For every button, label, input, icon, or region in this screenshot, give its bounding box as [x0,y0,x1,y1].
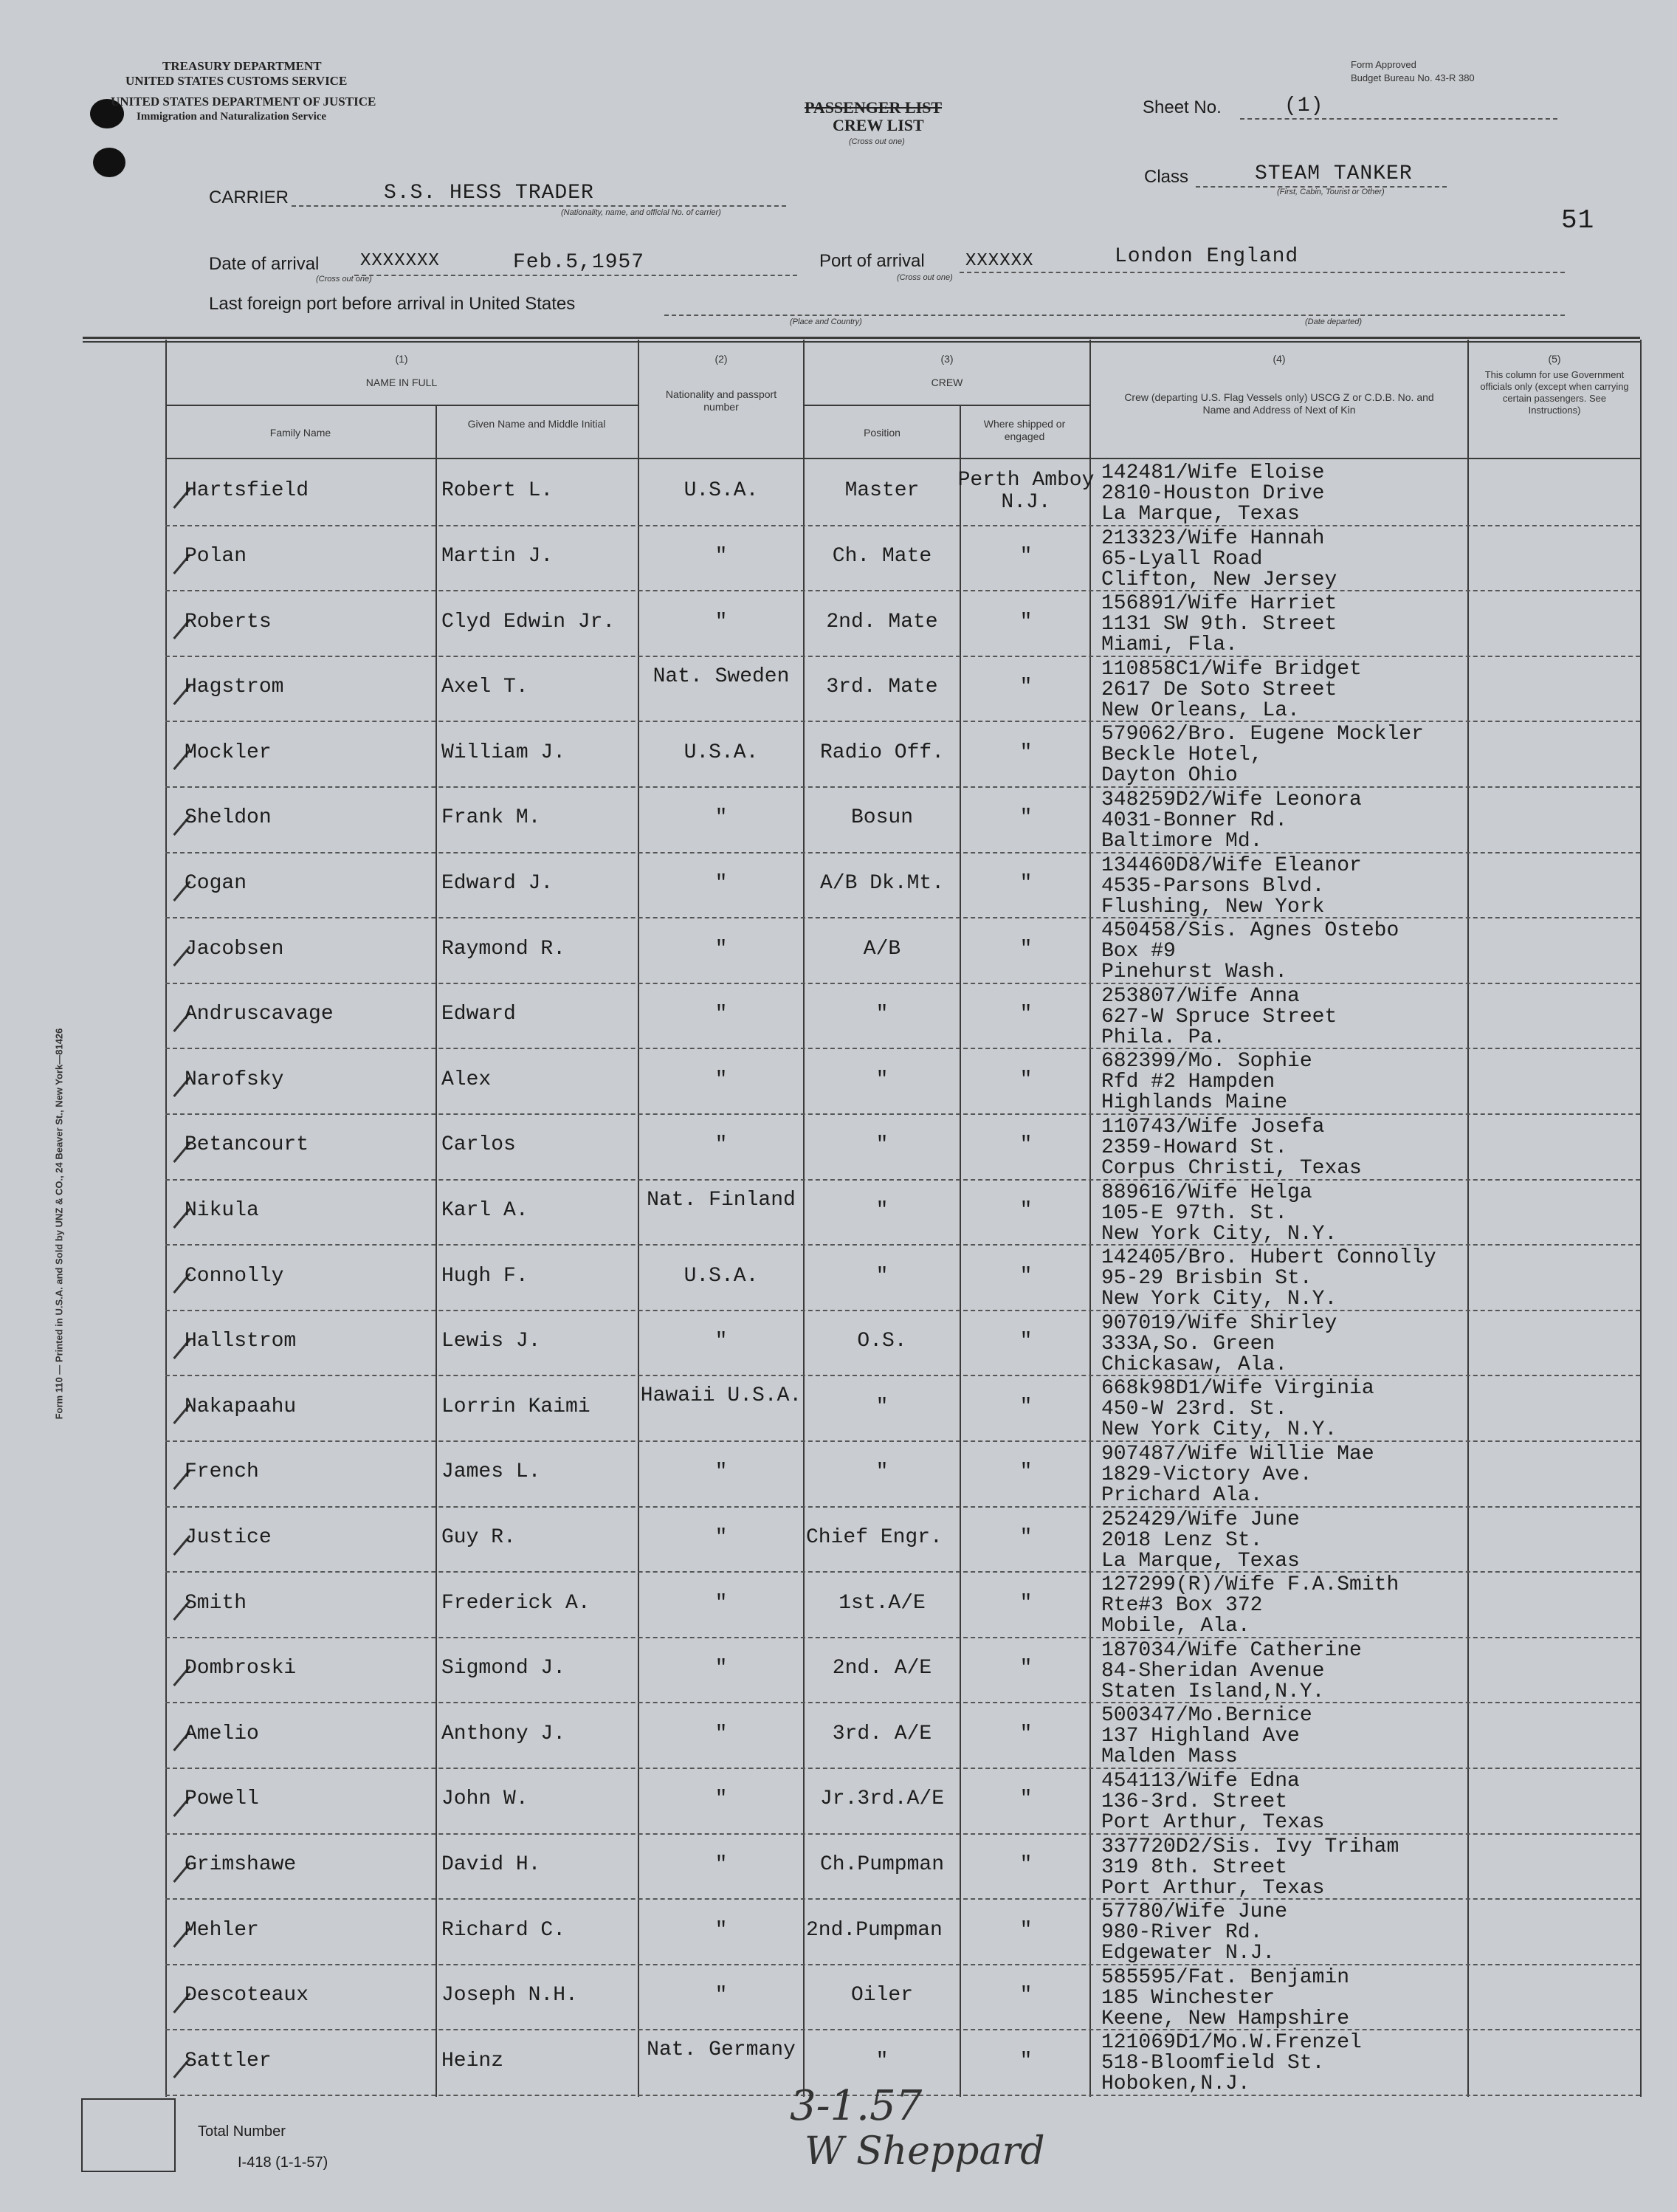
position: O.S. [857,1330,907,1353]
position: 2nd.Pumpman [806,1918,943,1942]
row-separator [165,1375,1640,1376]
kin-line: 137 Highland Ave [1101,1725,1300,1748]
kin-line: Pinehurst Wash. [1101,961,1288,984]
family-name: Grimshawe [185,1852,297,1876]
family-name: Connolly [185,1264,284,1288]
carrier-note: (Nationality, name, and official No. of carrier) [561,208,721,217]
family-name: Roberts [185,610,272,633]
form-number: I-418 (1-1-57) [238,2154,328,2171]
kin-line: 105-E 97th. St. [1101,1201,1288,1225]
agency-line-3: UNITED STATES DEPARTMENT OF JUSTICE [111,95,376,109]
kin-line: 142481/Wife Eloise [1101,461,1325,484]
family-name: Nakapaahu [185,1395,297,1418]
shipped-at: Perth Amboy N.J. [957,469,1095,514]
date-departed-note: (Date departed) [1305,317,1363,326]
col3-number: (3) [940,353,954,365]
row-separator [165,2029,1640,2030]
shipped-at: " [1019,2049,1033,2072]
shipped-header: Where shipped or engaged [983,418,1066,442]
given-name: Joseph N.H. [441,1984,578,2007]
family-name: Betancourt [185,1133,309,1157]
kin-line: La Marque, Texas [1101,1549,1300,1573]
col1-title: NAME IN FULL [365,377,438,388]
kin-line: 110743/Wife Josefa [1101,1116,1325,1138]
shipped-at: " [1019,871,1033,895]
carrier-value: S.S. HESS TRADER [384,182,594,205]
kin-line: Hoboken,N.J. [1101,2072,1250,2096]
place-note: (Place and Country) [790,317,862,326]
date-of-arrival-label: Date of arrival [209,254,320,274]
last-port-underline [664,315,1565,316]
col2-number: (2) [714,353,728,365]
kin-line: 1829-Victory Ave. [1101,1463,1312,1486]
row-separator [165,1179,1640,1181]
shipped-at: " [1019,1722,1033,1745]
kin-line: 682399/Mo. Sophie [1101,1050,1312,1074]
agency-line-4: Immigration and Naturalization Service [137,111,327,123]
kin-line: Clifton, New Jersey [1101,568,1337,591]
family-name: Amelio [185,1722,259,1745]
kin-line: 454113/Wife Edna [1101,1770,1300,1793]
kin-line: 337720D2/Sis. Ivy Triham [1101,1835,1399,1858]
port-underline [960,272,1565,273]
position: A/B [863,937,901,961]
kin-line: Rfd #2 Hampden [1101,1071,1275,1094]
row-separator [165,1048,1640,1049]
kin-line: 121069D1/Mo.W.Frenzel [1101,2031,1362,2055]
kin-line: 1131 SW 9th. Street [1101,613,1337,636]
nationality: " [714,1657,728,1680]
kin-line: New York City, N.Y. [1101,1288,1337,1311]
family-name: Mockler [185,741,272,764]
row-separator [165,1637,1640,1638]
crew-list-title: CREW LIST [833,116,924,134]
family-name: Smith [185,1591,247,1615]
family-name: Hartsfield [185,479,309,503]
family-name: Justice [185,1525,272,1549]
shipped-at: " [1019,1133,1033,1157]
nationality: " [714,1918,728,1942]
family-name: Nikula [185,1198,259,1222]
row-separator [165,1964,1640,1965]
kin-line: Chickasaw, Ala. [1101,1353,1288,1376]
kin-line: Mobile, Ala. [1101,1615,1250,1638]
shipped-at: " [1019,1395,1033,1418]
family-name: Hagstrom [185,676,284,699]
nationality: U.S.A. [683,1264,759,1288]
col-rule-pos-shipped [960,405,961,2097]
position: " [875,1133,889,1157]
nationality: " [714,1003,728,1026]
given-name: Lewis J. [441,1330,541,1353]
position: " [875,2049,889,2072]
row-separator [165,590,1640,591]
date-underline [354,275,797,276]
given-name: Hugh F. [441,1264,528,1288]
kin-line: Corpus Christi, Texas [1101,1157,1362,1180]
nationality: " [714,1133,728,1157]
passenger-list-title-struck: PASSENGER LIST [805,98,943,117]
row-separator [165,1310,1640,1311]
kin-line: Edgewater N.J. [1101,1942,1275,1965]
kin-line: 136-3rd. Street [1101,1790,1288,1813]
position: " [875,1460,889,1484]
family-name: Dombroski [185,1657,297,1680]
kin-line: Rte#3 Box 372 [1101,1594,1263,1618]
shipped-at: " [1019,610,1033,633]
kin-line: 187034/Wife Catherine [1101,1638,1362,1662]
family-name: Cogan [185,871,247,895]
given-name: Lorrin Kaimi [441,1395,590,1418]
nationality: U.S.A. [683,479,759,503]
family-name: Sattler [185,2049,272,2072]
kin-line: Dayton Ohio [1101,764,1238,788]
ink-blot-lower [93,148,125,177]
nationality: U.S.A. [683,741,759,764]
given-name: John W. [441,1787,528,1811]
carrier-underline [292,205,786,207]
shipped-at: " [1019,1460,1033,1484]
row-separator [165,917,1640,918]
table-top-rule-2 [83,341,1640,343]
carrier-label: CARRIER [209,188,289,207]
given-name: Axel T. [441,676,528,699]
kin-line: 95-29 Brisbin St. [1101,1267,1312,1291]
position: Master [844,479,920,503]
kin-line: 889616/Wife Helga [1101,1181,1312,1204]
family-name: Hallstrom [185,1330,297,1353]
given-name: William J. [441,741,566,764]
shipped-at: " [1019,1984,1033,2007]
side-imprint: Form 110 — Printed in U.S.A. and Sold by UNZ & CO., 24 Beaver St., New York—81426 [53,1028,65,1420]
row-separator [165,1506,1640,1508]
nationality: " [714,1460,728,1484]
kin-line: 134460D8/Wife Eleanor [1101,853,1362,877]
position: 2nd. A/E [832,1657,932,1680]
col5-title: This column for use Government officials only (except when carrying certain passengers. See Instructions) [1480,369,1629,416]
kin-line: 252429/Wife June [1101,1508,1300,1531]
position: Bosun [850,806,913,830]
shipped-at: " [1019,1787,1033,1811]
class-note: (First, Cabin, Tourist or Other) [1277,188,1385,196]
col2-title: Nationality and passport number [665,388,777,413]
shipped-at: " [1019,1068,1033,1091]
position: Jr.3rd.A/E [819,1787,945,1811]
kin-line: Baltimore Md. [1101,830,1263,853]
shipped-at: " [1019,1525,1033,1549]
kin-line: Box #9 [1101,940,1176,964]
subheader-rule-crew [803,405,1089,406]
kin-line: New Orleans, La. [1101,698,1300,722]
kin-line: 579062/Bro. Eugene Mockler [1101,723,1424,746]
family-name: French [185,1460,259,1484]
kin-line: 84-Sheridan Avenue [1101,1659,1325,1683]
nationality: Hawaii U.S.A. [640,1384,802,1408]
given-name: Guy R. [441,1525,516,1549]
kin-line: 500347/Mo.Bernice [1101,1704,1312,1728]
given-name: Karl A. [441,1198,528,1222]
last-port-label: Last foreign port before arrival in United States [209,294,576,314]
kin-line: Port Arthur, Texas [1101,1876,1325,1900]
given-name: Carlos [441,1133,516,1157]
family-name: Andruscavage [185,1003,334,1026]
row-separator [165,1702,1640,1703]
kin-line: 333A,So. Green [1101,1332,1275,1356]
kin-line: 2617 De Soto Street [1101,678,1337,701]
col4-title: Crew (departing U.S. Flag Vessels only) USCG Z or C.D.B. No. and Name and Address of Next of Kin [1124,391,1434,416]
shipped-at: " [1019,1591,1033,1615]
given-name: Raymond R. [441,937,566,961]
date-note: (Cross out one) [316,275,372,284]
shipped-at: " [1019,676,1033,699]
position: 1st.A/E [838,1591,926,1615]
kin-line: 907487/Wife Willie Mae [1101,1443,1374,1466]
family-name: Sheldon [185,806,272,830]
kin-line: 4031-Bonner Rd. [1101,809,1288,832]
kin-line: 4535-Parsons Blvd. [1101,874,1325,898]
kin-line: 253807/Wife Anna [1101,984,1300,1008]
position: Radio Off. [819,741,945,764]
nationality: " [714,1591,728,1615]
shipped-at: " [1019,1264,1033,1288]
kin-line: 65-Lyall Road [1101,547,1263,571]
nationality: " [714,1852,728,1876]
given-name: Martin J. [441,544,554,568]
kin-line: 156891/Wife Harriet [1101,592,1337,616]
row-separator [165,525,1640,526]
row-separator [165,786,1640,788]
given-name: Sigmond J. [441,1657,566,1680]
kin-line: Flushing, New York [1101,895,1325,918]
col1-number: (1) [395,353,408,365]
given-name: James L. [441,1460,541,1484]
nationality: " [714,871,728,895]
kin-line: 518-Bloomfield St. [1101,2052,1325,2075]
shipped-at: " [1019,741,1033,764]
position: " [875,1264,889,1288]
given-name: Clyd Edwin Jr. [441,610,616,633]
nationality: Nat. Germany [647,2038,796,2062]
position: Ch.Pumpman [819,1852,945,1876]
kin-line: 348259D2/Wife Leonora [1101,789,1362,811]
given-name: David H. [441,1852,541,1876]
kin-line: New York City, N.Y. [1101,1418,1337,1442]
kin-line: New York City, N.Y. [1101,1222,1337,1246]
signature: W Sheppard [805,2129,1045,2174]
shipped-at: " [1019,937,1033,961]
family-name-header: Family Name [269,427,331,439]
row-separator [165,1768,1640,1769]
kin-line: Highlands Maine [1101,1091,1288,1115]
kin-line: 319 8th. Street [1101,1855,1288,1879]
kin-line: Phila. Pa. [1101,1026,1226,1049]
nationality: " [714,1068,728,1091]
list-title-note: (Cross out one) [849,137,905,146]
nationality: " [714,1787,728,1811]
class-label: Class [1144,167,1189,187]
nationality: Nat. Sweden [652,664,790,688]
shipped-at: " [1019,1852,1033,1876]
kin-line: 57780/Wife June [1101,1900,1288,1924]
row-separator [165,852,1640,853]
kin-line: 213323/Wife Hannah [1101,526,1325,550]
family-name: Powell [185,1787,259,1811]
row-separator [165,983,1640,984]
col-rule-family-given [435,405,437,2097]
kin-line: 2359-Howard St. [1101,1136,1288,1159]
port-struck: XXXXXX [965,251,1034,271]
agency-line-2: UNITED STATES CUSTOMS SERVICE [125,74,348,88]
row-separator [165,1113,1640,1115]
col3-title: CREW [931,377,963,388]
shipped-at: " [1019,1918,1033,1942]
position: Chief Engr. [806,1525,943,1549]
given-name: Edward [441,1003,516,1026]
family-name: Mehler [185,1918,259,1942]
given-name: Frederick A. [441,1591,590,1615]
kin-line: 127299(R)/Wife F.A.Smith [1101,1573,1399,1597]
sheet-underline [1240,118,1557,120]
kin-line: 980-River Rd. [1101,1921,1263,1945]
family-name: Jacobsen [185,937,284,961]
kin-line: Malden Mass [1101,1745,1238,1769]
sheet-label: Sheet No. [1143,97,1222,117]
kin-line: Miami, Fla. [1101,633,1238,657]
form-approved: Form Approved [1351,59,1416,70]
subheader-rule-name [165,405,638,406]
kin-line: 627-W Spruce Street [1101,1005,1337,1028]
kin-line: Port Arthur, Texas [1101,1811,1325,1834]
shipped-at: " [1019,806,1033,830]
position: " [875,1198,889,1222]
port-note: (Cross out one) [897,273,953,282]
col-rule-right [1640,340,1642,2097]
nationality: " [714,1984,728,2007]
kin-line: 585595/Fat. Benjamin [1101,1965,1350,1989]
position: Oiler [850,1984,913,2007]
row-separator [165,1440,1640,1442]
date-struck: XXXXXXX [360,251,440,271]
kin-line: Beckle Hotel, [1101,743,1263,767]
col5-number: (5) [1548,353,1561,365]
nationality: " [714,1330,728,1353]
shipped-at: " [1019,1198,1033,1222]
position: 2nd. Mate [826,610,938,633]
kin-line: 907019/Wife Shirley [1101,1311,1337,1335]
page-number: 51 [1561,205,1595,236]
position: Ch. Mate [832,544,932,568]
kin-line: 668k98D1/Wife Virginia [1101,1377,1374,1401]
row-separator [165,1571,1640,1573]
given-name: Anthony J. [441,1722,566,1745]
kin-line: 2810-Houston Drive [1101,482,1325,505]
sheet-number: (1) [1284,95,1324,117]
port-value: London England [1115,245,1299,268]
kin-line: 450-W 23rd. St. [1101,1398,1288,1421]
table-top-rule [83,337,1640,339]
position: 3rd. Mate [826,676,938,699]
row-separator [165,1244,1640,1246]
total-number-box [81,2098,176,2172]
class-value: STEAM TANKER [1255,162,1413,185]
kin-line: Staten Island,N.Y. [1101,1680,1325,1703]
kin-line: 185 Winchester [1101,1986,1275,2010]
header-bottom-rule [165,458,1640,459]
row-separator [165,656,1640,657]
port-of-arrival-label: Port of arrival [819,251,925,271]
nationality: " [714,1525,728,1549]
shipped-at: " [1019,1330,1033,1353]
given-name: Edward J. [441,871,554,895]
given-name: Alex [441,1068,492,1091]
kin-line: Keene, New Hampshire [1101,2007,1350,2030]
shipped-at: " [1019,1003,1033,1026]
nationality: " [714,806,728,830]
row-separator [165,1898,1640,1900]
kin-line: 110858C1/Wife Bridget [1101,657,1362,681]
kin-line: 450458/Sis. Agnes Ostebo [1101,919,1399,943]
nationality: " [714,610,728,633]
position: A/B Dk.Mt. [819,871,945,895]
kin-line: La Marque, Texas [1101,503,1300,526]
row-separator [165,721,1640,722]
nationality: " [714,1722,728,1745]
shipped-at: " [1019,1657,1033,1680]
row-separator [165,1833,1640,1835]
given-name: Frank M. [441,806,541,830]
given-name: Richard C. [441,1918,566,1942]
handwritten-date: 3-1.57 [790,2082,923,2130]
family-name: Descoteaux [185,1984,309,2007]
col4-number: (4) [1273,353,1286,365]
position-header: Position [864,427,901,439]
shipped-at: " [1019,544,1033,568]
position: " [875,1395,889,1418]
date-value: Feb.5,1957 [513,251,645,274]
kin-line: Prichard Ala. [1101,1484,1263,1507]
position: " [875,1068,889,1091]
position: " [875,1003,889,1026]
family-name: Narofsky [185,1068,284,1091]
agency-line-1: TREASURY DEPARTMENT [162,59,322,73]
total-number-label: Total Number [198,2123,286,2140]
nationality: " [714,937,728,961]
family-name: Polan [185,544,247,568]
nationality: Nat. Finland [647,1188,796,1212]
given-name: Heinz [441,2049,504,2072]
kin-line: 142405/Bro. Hubert Connolly [1101,1246,1436,1270]
nationality: " [714,544,728,568]
given-name: Robert L. [441,479,554,503]
position: 3rd. A/E [832,1722,932,1745]
budget-bureau: Budget Bureau No. 43-R 380 [1351,72,1475,83]
given-name-header: Given Name and Middle Initial [467,418,606,430]
kin-line: 2018 Lenz St. [1101,1528,1263,1552]
